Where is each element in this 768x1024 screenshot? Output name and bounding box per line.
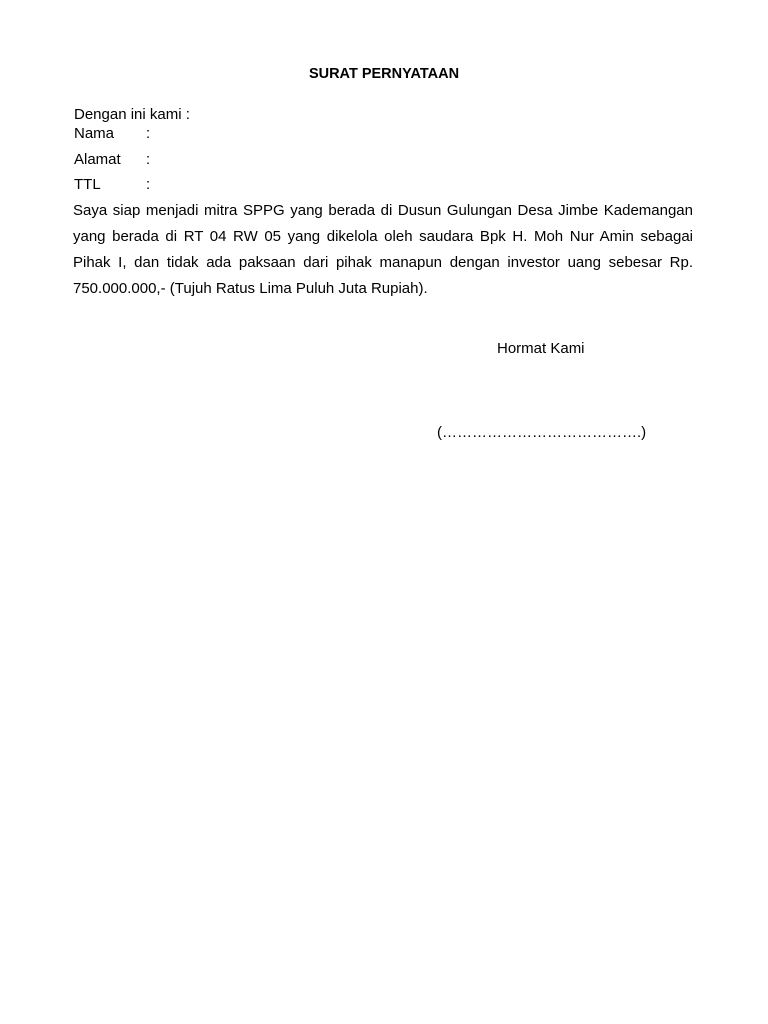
field-colon: : <box>146 151 151 168</box>
field-colon: : <box>146 176 151 193</box>
signature-line: (………………………………….) <box>437 424 647 441</box>
field-label: TTL <box>74 176 101 193</box>
field-colon: : <box>146 125 151 142</box>
document-title: SURAT PERNYATAAN <box>308 66 460 82</box>
closing-text: Hormat Kami <box>497 340 585 357</box>
statement-paragraph: Saya siap menjadi mitra SPPG yang berada di Dusun Gulungan Desa Jimbe Kademangan yang berada di RT 04 RW 05 yang dikelola oleh saudara Bpk H. Moh Nur Amin sebagai Pihak I, dan tidak ada paksaan dari pihak manapun dengan investor uang sebesar Rp. 750.000.000,- (Tujuh Ratus Lima Puluh Juta Rupiah). <box>73 202 693 297</box>
intro-text: Dengan ini kami : <box>74 106 190 123</box>
field-label: Nama <box>74 125 115 142</box>
field-label: Alamat <box>74 151 121 168</box>
